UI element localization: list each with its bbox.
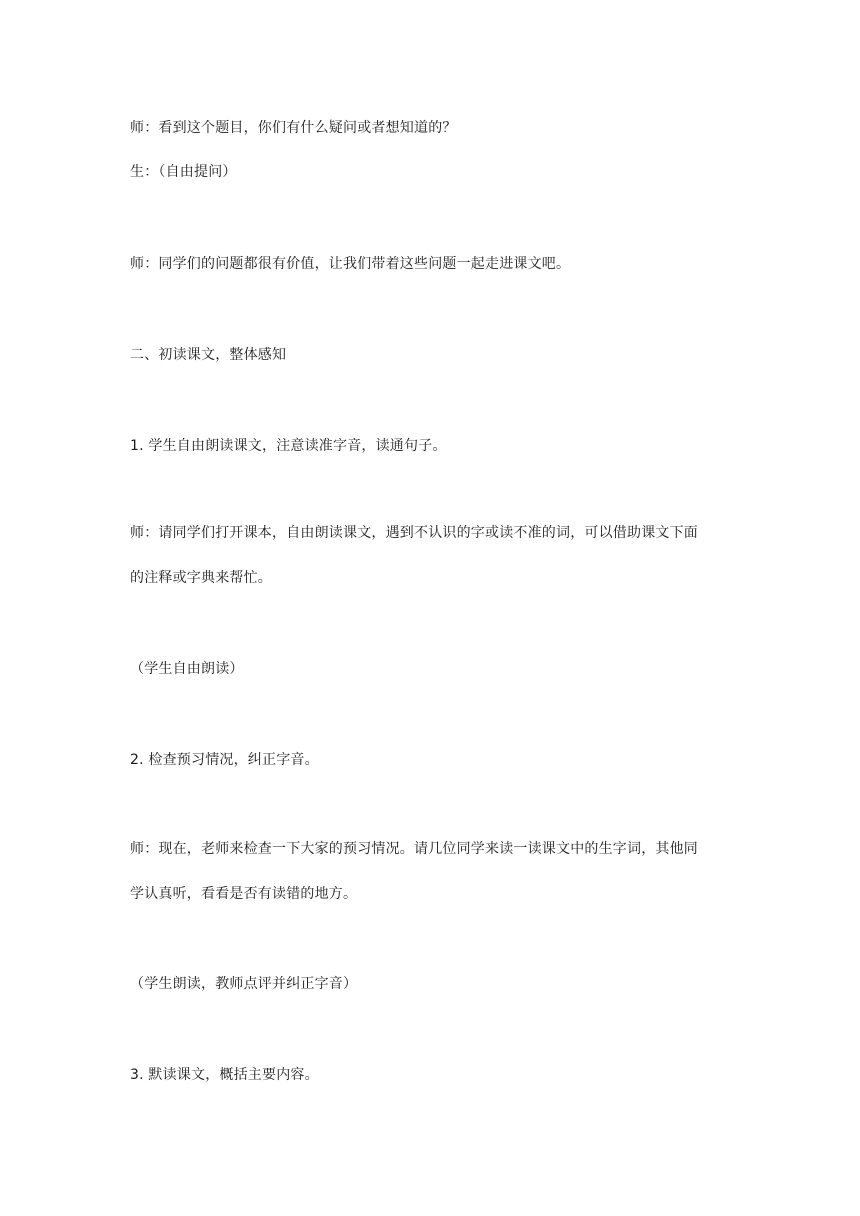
- step-2-heading: 2. 检查预习情况，纠正字音。: [130, 752, 319, 768]
- teacher-transition-line: 师：同学们的问题都很有价值，让我们带着这些问题一起走进课文吧。: [130, 256, 571, 272]
- student-reading-note: （学生朗读，教师点评并纠正字音）: [130, 976, 358, 992]
- step-1-heading: 1. 学生自由朗读课文，注意读准字音，读通句子。: [130, 438, 447, 454]
- section-heading: 二、初读课文，整体感知: [130, 347, 287, 363]
- teacher-instruction-line-1: 师：请同学们打开课本，自由朗读课文，遇到不认识的字或读不准的词，可以借助课文下面: [130, 525, 698, 541]
- teacher-check-line-1: 师：现在，老师来检查一下大家的预习情况。请几位同学来读一读课文中的生字词，其他同: [130, 841, 698, 857]
- step-3-heading: 3. 默读课文，概括主要内容。: [130, 1067, 319, 1083]
- student-response-line: 生：（自由提问）: [130, 164, 237, 180]
- student-activity-note: （学生自由朗读）: [130, 661, 244, 677]
- teacher-question-line: 师：看到这个题目，你们有什么疑问或者想知道的？: [130, 120, 457, 136]
- teacher-instruction-line-2: 的注释或字典来帮忙。: [130, 570, 272, 586]
- teacher-check-line-2: 学认真听，看看是否有读错的地方。: [130, 886, 358, 902]
